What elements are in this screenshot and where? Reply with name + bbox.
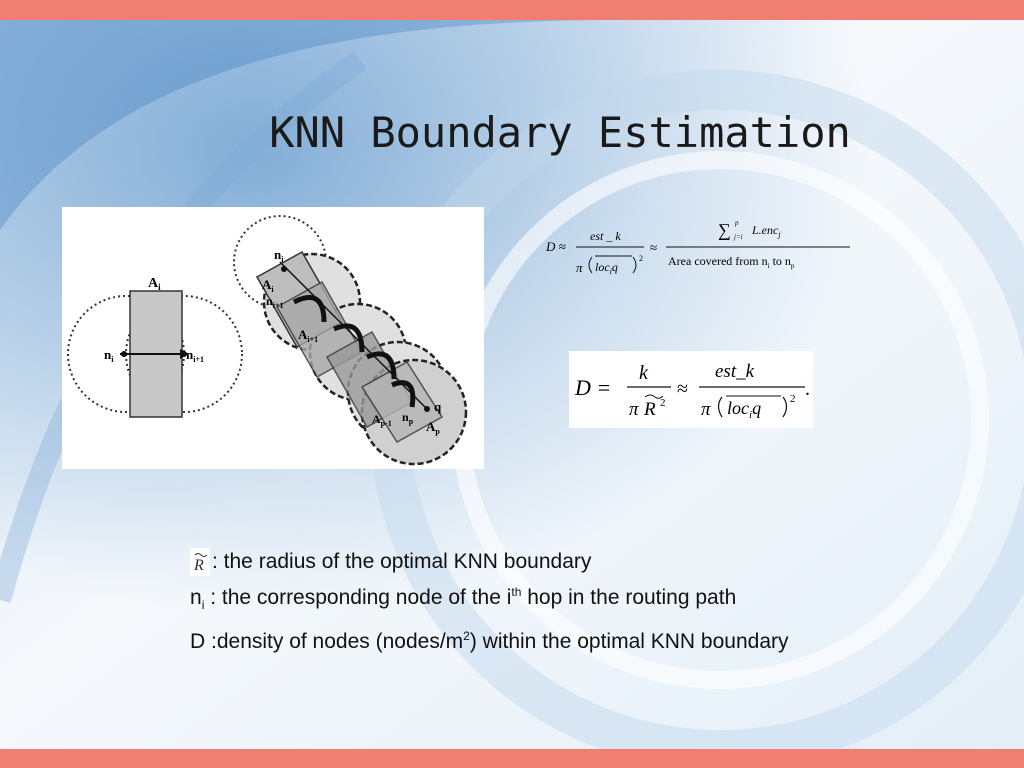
svg-text:L.encj: L.enc$_j$ <box>752 223 781 239</box>
eq2-r: R <box>644 399 656 420</box>
eq2-est-k: est_k <box>715 361 755 382</box>
svg-text:ni+1: $n_{i+1}$ <box>266 294 284 310</box>
svg-text:Ai: $A_i$ <box>148 276 161 292</box>
svg-text:ni: $n_i$ <box>104 347 114 364</box>
label-a-p: A <box>426 419 436 434</box>
svg-text:lociq: loc$_i$q <box>595 260 618 276</box>
slide-title: KNN Boundary Estimation <box>269 108 851 157</box>
svg-text:Ap: $A_p$ <box>426 419 440 436</box>
legend-text <box>190 546 990 657</box>
svg-text:ni: $n_i$ <box>274 247 284 264</box>
svg-text:2: 2 <box>790 393 796 405</box>
eq2-k: k <box>639 362 648 384</box>
svg-text:Area covered from ni to np: Area covered from $n_i$ to $n_p$ <box>668 254 795 270</box>
svg-text:R: R <box>194 557 204 575</box>
eq1-den1-sq: 2 <box>639 254 643 263</box>
label-a-p1: A <box>372 412 381 426</box>
svg-text:p: p <box>735 219 739 227</box>
label-right-n-i: n <box>274 247 282 262</box>
eq2-loc: loc <box>727 398 749 418</box>
svg-text:π: π <box>629 399 639 420</box>
multi-hop-diagram <box>234 216 466 464</box>
svg-text:Ai: $A_i$ <box>262 277 274 294</box>
svg-text:.: . <box>805 378 810 400</box>
eq1-approx: ≈ <box>650 240 658 255</box>
top-accent-band <box>0 0 1024 20</box>
r-tilde-symbol-icon <box>190 548 210 576</box>
eq1-den1-loc: loc <box>595 260 610 274</box>
eq1-sum: ∑ <box>718 220 731 240</box>
svg-text:j=i: j=i <box>734 233 743 241</box>
eq1-lhs: D ≈ <box>546 239 566 254</box>
density-equation-2 <box>569 351 813 428</box>
eq2-lhs: D = <box>575 375 612 400</box>
label-n-i1: n <box>186 347 194 362</box>
eq1-den1-pi: π <box>576 260 583 275</box>
label-q: q <box>434 399 442 414</box>
eq1-den2-text: Area covered from n <box>668 254 768 268</box>
label-a-i: A <box>148 276 159 291</box>
label-right-a-i1: A <box>298 327 308 342</box>
label-right-n-i1: n <box>266 294 273 308</box>
svg-text:Ap-1: $A_{p-1}$ <box>372 412 392 428</box>
eq1-num1: est _ k <box>590 229 621 243</box>
label-n-i: n <box>104 347 112 362</box>
label-n-p: n <box>402 410 409 424</box>
svg-text:np: $n_p$ <box>402 410 414 426</box>
eq1-num2-text: L.enc <box>752 223 779 237</box>
legend-line-3: D :density of nodes $(nodes/m^2)$ within the optimal KNN boundary <box>190 629 789 654</box>
svg-text:lociq: loc$_i$q <box>727 398 762 421</box>
single-hop-diagram <box>68 276 242 417</box>
bottom-accent-band <box>0 749 1024 768</box>
svg-text:2: 2 <box>660 397 666 409</box>
eq2-approx: ≈ <box>677 378 688 400</box>
svg-text:ni+1: $n_{i+1}$ <box>186 347 205 364</box>
knn-boundary-figure <box>62 207 484 469</box>
label-right-a-i: A <box>262 277 272 292</box>
density-equation-1 <box>540 215 855 285</box>
legend-line-1: R : the radius of the optimal KNN boundary <box>190 546 990 577</box>
legend-line-2: $n_i$ : the corresponding node of the $i^{th}$ hop in the routing path <box>190 585 737 613</box>
figure-svg <box>62 207 484 469</box>
svg-text:Ai+1: $A_{i+1}$ <box>298 327 319 344</box>
svg-text:π: π <box>701 399 711 420</box>
